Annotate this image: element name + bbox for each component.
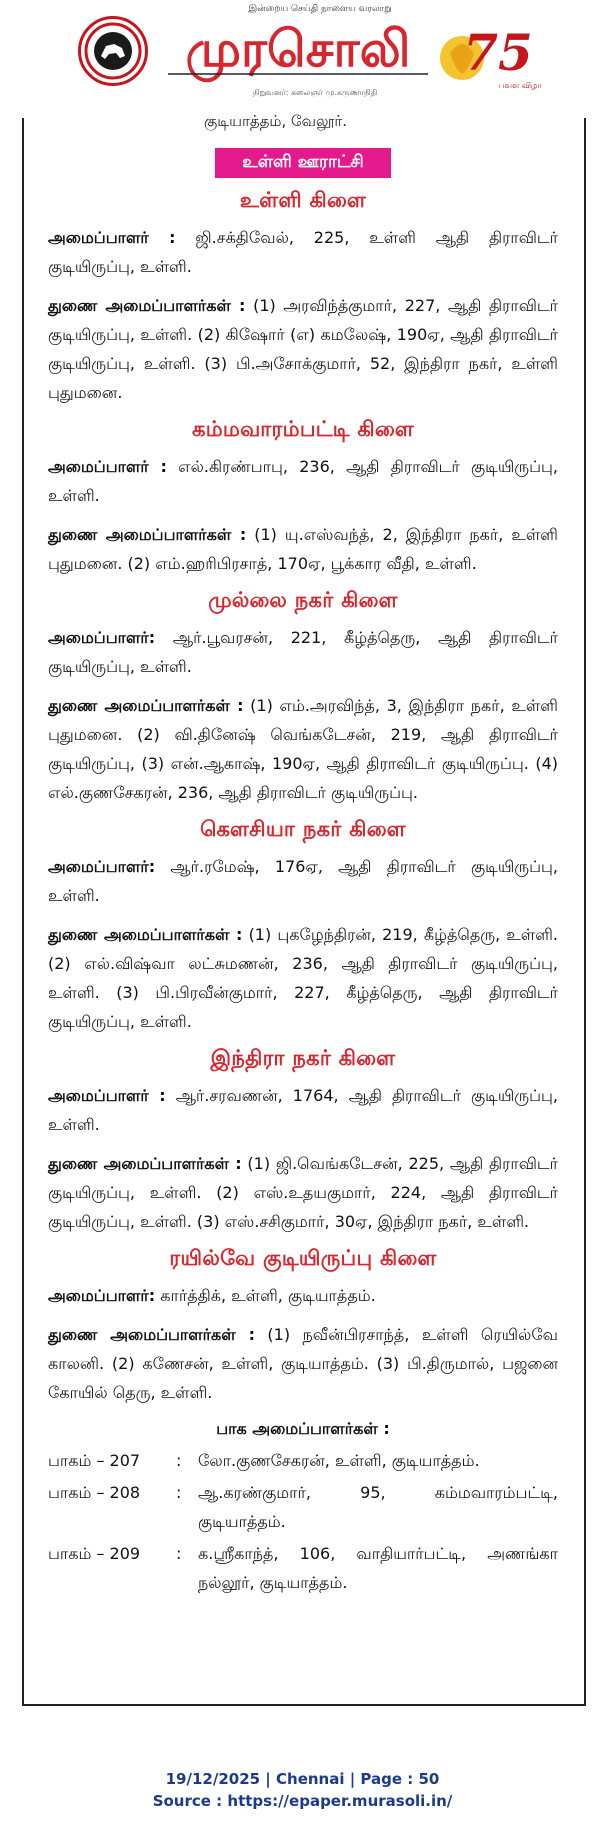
booth-organizers-heading: பாக அமைப்பாளர்கள் : [216, 1419, 390, 1438]
booth-label: பாகம் – 208 [48, 1483, 141, 1502]
logo-text: முரசொலி [185, 20, 411, 78]
jubilee-caption: பவள விழா [498, 81, 542, 90]
branch-section [48, 1046, 558, 1236]
logo-subtitle: நிறுவனர்: கலைஞர் மு.கருணாநிதி [252, 88, 378, 97]
jubilee-75-emblem [428, 14, 542, 98]
deputy-paragraph [48, 291, 558, 407]
branch-title: ரயில்வே குடியிருப்பு கிளை [169, 1246, 437, 1270]
deputy-paragraph [48, 920, 558, 1036]
booth-row [48, 1539, 558, 1597]
deputy-text: (1) புகழேந்திரன், 219, கீழ்த்தெரு, உள்ளி. (2) எல்.விஷ்வா லட்சுமணன், 236, ஆதி திராவிடர் குடியிருப்பு, உள்ளி. (3) பி.பிரவீன்குமார், 227, கீழ்த்தெரு, ஆதி திராவிடர் குடியிருப்பு, உள்ளி. [48, 925, 559, 1031]
deputy-paragraph [48, 691, 558, 807]
organizer-text: ஆர்.சரவணன், 1764, ஆதி திராவிடர் குடியிருப்பு, உள்ளி. [48, 1086, 559, 1134]
organizer-text: எல்.கிரண்பாபு, 236, ஆதி திராவிடர் குடியிருப்பு, உள்ளி. [48, 457, 558, 505]
booth-colon: : [176, 1451, 182, 1470]
organizer-label: அமைப்பாளர் : [48, 228, 176, 247]
cut-off-line: குடியாத்தம், வேலூர். [204, 112, 347, 130]
organizer-paragraph [48, 223, 558, 281]
booth-row [48, 1446, 558, 1475]
booth-value: லோ.குணசேகரன், உள்ளி, குடியாத்தம். [198, 1451, 480, 1470]
organizer-paragraph [48, 452, 558, 510]
organizer-label: அமைப்பாளர்: [48, 1286, 156, 1305]
branch-section [48, 188, 558, 407]
organizer-paragraph [48, 1081, 558, 1139]
epaper-footer [0, 1768, 605, 1812]
booth-row [48, 1478, 558, 1536]
branch-title: இந்திரா நகர் கிளை [210, 1046, 396, 1070]
deputy-label: துணை அமைப்பாளர்கள் : [48, 696, 244, 715]
branch-title: கம்மவாரம்பட்டி கிளை [191, 417, 415, 441]
deputy-label: துணை அமைப்பாளர்கள் : [48, 296, 246, 315]
masthead-tagline: இன்றைய செய்தி நாளைய வரலாறு [248, 4, 392, 14]
deputy-text: (1) நவீன்பிரசாந்த், உள்ளி ரெயில்வே காலனி. (2) கணேசன், உள்ளி, குடியாத்தம். (3) பி.திருமால், பஜனை கோயில் தெரு, உள்ளி. [48, 1325, 558, 1402]
deputy-paragraph [48, 1149, 558, 1236]
branch-title: உள்ளி கிளை [239, 188, 367, 212]
booth-value: க.ஸ்ரீகாந்த், 106, வாதியார்பட்டி, அணங்கா நல்லூர், குடியாத்தம். [198, 1544, 558, 1592]
branch-section [48, 1246, 558, 1407]
deputy-paragraph [48, 520, 558, 578]
organizer-label: அமைப்பாளர் : [48, 457, 167, 476]
organizer-paragraph [48, 623, 558, 681]
organizer-paragraph [48, 852, 558, 910]
booth-value: ஆ.கரண்குமார், 95, கம்மவாரம்பட்டி, குடியாத்தம். [198, 1483, 558, 1531]
deputy-text: (1) யு.எஸ்வந்த், 2, இந்திரா நகர், உள்ளி புதுமனை. (2) எம்.ஹரிபிரசாத், 170ஏ, பூக்கார வீதி, உள்ளி. [48, 525, 558, 573]
booth-colon: : [176, 1544, 182, 1563]
booth-colon: : [176, 1483, 182, 1502]
branch-section [48, 588, 558, 807]
organizer-label: அமைப்பாளர் : [48, 1086, 166, 1105]
branch-section [48, 417, 558, 578]
booth-label: பாகம் – 209 [48, 1544, 141, 1563]
article-panel [22, 112, 586, 1706]
deputy-text: (1) எம்.அரவிந்த், 3, இந்திரா நகர், உள்ளி புதுமனை. (2) வி.தினேஷ் வெங்கடேசன், 219, ஆதி திராவிடர் குடியிருப்பு, (3) என்.ஆகாஷ், 190ஏ, ஆதி திராவிடர் குடியிருப்பு. (4) எல்.குணசேகரன், 236, ஆதி திராவிடர் குடியிருப்பு. [48, 696, 558, 802]
footer-date-line: 19/12/2025 | Chennai | Page : 50 [165, 1770, 440, 1788]
deputy-label: துணை அமைப்பாளர்கள் : [48, 925, 243, 944]
organizer-text: ஜி.சக்திவேல், 225, உள்ளி ஆதி திராவிடர் குடியிருப்பு, உள்ளி. [48, 228, 558, 276]
organizer-text: ஆர்.பூவரசன், 221, கீழ்த்தெரு, ஆதி திராவிடர் குடியிருப்பு, உள்ளி. [48, 628, 558, 676]
footer-source-link[interactable]: Source : https://epaper.murasoli.in/ [152, 1792, 453, 1810]
deputy-paragraph [48, 1320, 558, 1407]
branch-title: கௌசியா நகர் கிளை [200, 817, 406, 841]
deputy-text: (1) அரவிந்த்குமார், 227, ஆதி திராவிடர் குடியிருப்பு, உள்ளி. (2) கிஷோர் (எ) கமலேஷ், 190ஏ, ஆதி திராவிடர் குடியிருப்பு, உள்ளி. (3) பி.அசோக்குமார், 52, இந்திரா நகர், உள்ளி புதுமனை. [48, 296, 558, 402]
organizer-text: ஆர்.ரமேஷ், 176ஏ, ஆதி திராவிடர் குடியிருப்பு, உள்ளி. [48, 857, 558, 905]
organizer-paragraph [48, 1281, 558, 1310]
deputy-text: (1) ஜி.வெங்கடேசன், 225, ஆதி திராவிடர் குடியிருப்பு, உள்ளி. (2) எஸ்.உதயகுமார், 224, ஆதி திராவிடர் குடியிருப்பு, உள்ளி. (3) எஸ்.சசிகுமார், 30ஏ, இந்திரா நகர், உள்ளி. [48, 1154, 558, 1231]
jubilee-number: 75 [463, 23, 533, 82]
deputy-label: துணை அமைப்பாளர்கள் : [48, 1154, 242, 1173]
organizer-text: கார்த்திக், உள்ளி, குடியாத்தம். [160, 1286, 376, 1305]
panchayat-label: உள்ளி ஊராட்சி [215, 148, 391, 178]
organizer-label: அமைப்பாளர்: [48, 857, 156, 876]
deputy-label: துணை அமைப்பாளர்கள் : [48, 525, 247, 544]
branch-title: முல்லை நகர் கிளை [208, 588, 398, 612]
seal-icon [84, 22, 142, 80]
deputy-label: துணை அமைப்பாளர்கள் : [48, 1325, 255, 1344]
organizer-label: அமைப்பாளர்: [48, 628, 156, 647]
party-seal-logo [78, 16, 148, 86]
masthead [0, 0, 605, 118]
murasoli-logo [148, 12, 448, 82]
booth-label: பாகம் – 207 [48, 1451, 141, 1470]
branch-section [48, 817, 558, 1036]
